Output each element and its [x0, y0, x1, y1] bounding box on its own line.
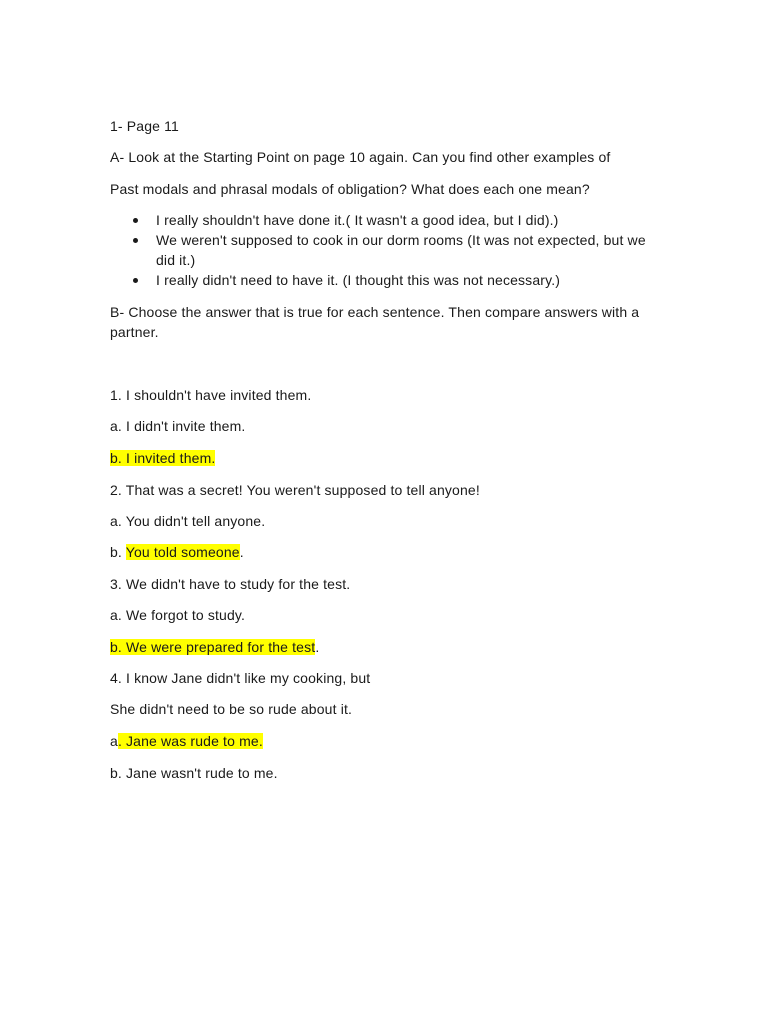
- question-4-prompt-line-2: She didn't need to be so rude about it.: [110, 701, 353, 717]
- option-prefix: b.: [110, 544, 126, 560]
- question-1-option-b: [110, 448, 650, 468]
- page-heading: 1- Page 11: [110, 118, 179, 134]
- option-suffix: .: [315, 639, 320, 655]
- question-2-option-a: a. You didn't tell anyone.: [110, 513, 266, 529]
- question-4-option-a: [110, 731, 650, 751]
- bullet-item: We weren't supposed to cook in our dorm rooms (It was not expected, but we did it.): [110, 230, 650, 270]
- question-1-prompt: 1. I shouldn't have invited them.: [110, 387, 312, 403]
- question-1-option-a: a. I didn't invite them.: [110, 418, 246, 434]
- question-3-option-b: [110, 637, 650, 657]
- highlighted-answer: You told someone: [125, 544, 240, 560]
- examples-bullet-list: [110, 210, 650, 290]
- question-3-prompt: 3. We didn't have to study for the test.: [110, 576, 351, 592]
- question-4-option-b: b. Jane wasn't rude to me.: [110, 765, 278, 781]
- bullet-item: I really didn't need to have it. (I thought this was not necessary.): [110, 270, 650, 290]
- option-prefix: a: [110, 733, 118, 749]
- section-a-line-1: A- Look at the Starting Point on page 10 again. Can you find other examples of: [110, 149, 611, 165]
- option-suffix: .: [239, 544, 244, 560]
- question-2-prompt: 2. That was a secret! You weren't supposed to tell anyone!: [110, 482, 480, 498]
- question-4-prompt: 4. I know Jane didn't like my cooking, but: [110, 670, 371, 686]
- question-2-option-b: [110, 542, 650, 562]
- bullet-item: I really shouldn't have done it.( It wasn't a good idea, but I did).): [110, 210, 650, 230]
- highlighted-answer: b. We were prepared for the test: [110, 639, 316, 655]
- question-3-option-a: a. We forgot to study.: [110, 607, 246, 623]
- highlighted-answer: b. I invited them.: [110, 450, 216, 466]
- section-b-instruction: B- Choose the answer that is true for each sentence. Then compare answers with a partner.: [110, 304, 640, 340]
- section-a-line-2: Past modals and phrasal modals of obligation? What does each one mean?: [110, 181, 590, 197]
- highlighted-answer: . Jane was rude to me.: [117, 733, 263, 749]
